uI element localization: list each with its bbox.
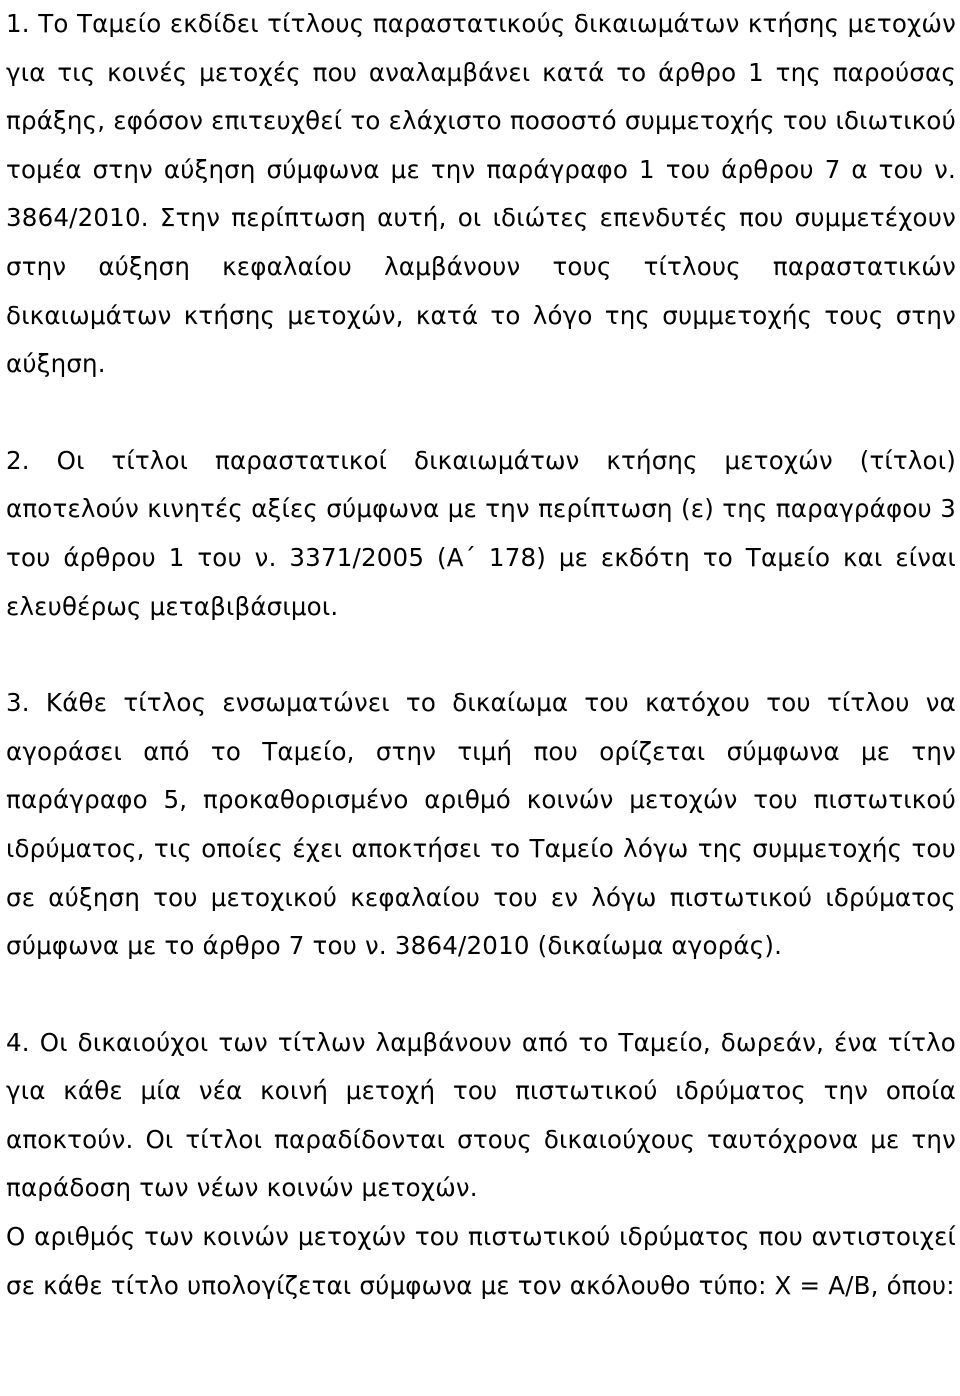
document-body	[6, 0, 956, 1310]
paragraph-3: 3. Κάθε τίτλος ενσωματώνει το δικαίωμα του κατόχου του τίτλου να αγοράσει από το Ταμείο, στην τιμή που ορίζεται σύμφωνα με την παράγραφο 5, προκαθορισμένο αριθμό κοινών μετοχών του πιστωτικού ιδρύματος, τις οποίες έχει αποκτήσει το Ταμείο λόγω της συμμετοχής του σε αύξηση του μετοχικού κεφαλαίου του εν λόγω πιστωτικού ιδρύματος σύμφωνα με το άρθρο 7 του ν. 3864/2010 (δικαίωμα αγοράς).	[6, 688, 956, 961]
paragraph-1: 1. Το Ταμείο εκδίδει τίτλους παραστατικούς δικαιωμάτων κτήσης μετοχών για τις κοινές μετοχές που αναλαμβάνει κατά το άρθρο 1 της παρούσας πράξης, εφόσον επιτευχθεί το ελάχιστο ποσοστό συμμετοχής του ιδιωτικού τομέα στην αύξηση σύμφωνα με την παράγραφο 1 του άρθρου 7 α του ν. 3864/2010. Στην περίπτωση αυτή, οι ιδιώτες επενδυτές που συμμετέχουν στην αύξηση κεφαλαίου λαμβάνουν τους τίτλους παραστατικών δικαιωμάτων κτήσης μετοχών, κατά το λόγο της συμμετοχής τους στην αύξηση.	[6, 9, 956, 379]
paragraph-4: 4. Οι δικαιούχοι των τίτλων λαμβάνουν από το Ταμείο, δωρεάν, ένα τίτλο για κάθε μία νέα κοινή μετοχή του πιστωτικού ιδρύματος την οποία αποκτούν. Οι τίτλοι παραδίδονται στους δικαιούχους ταυτόχρονα με την παράδοση των νέων κοινών μετοχών.	[6, 1027, 956, 1203]
paragraph-2: 2. Οι τίτλοι παραστατικοί δικαιωμάτων κτήσης μετοχών (τίτλοι) αποτελούν κινητές αξίες σύμφωνα με την περίπτωση (ε) της παραγράφου 3 του άρθρου 1 του ν. 3371/2005 (Α΄ 178) με εκδότη το Ταμείο και είναι ελευθέρως μεταβιβάσιμοι.	[6, 445, 956, 621]
paragraph-5: Ο αριθμός των κοινών μετοχών του πιστωτικού ιδρύματος που αντιστοιχεί σε κάθε τίτλο υπολογίζεται σύμφωνα με τον ακόλουθο τύπο: Χ = Α/Β, όπου:	[6, 1222, 956, 1300]
